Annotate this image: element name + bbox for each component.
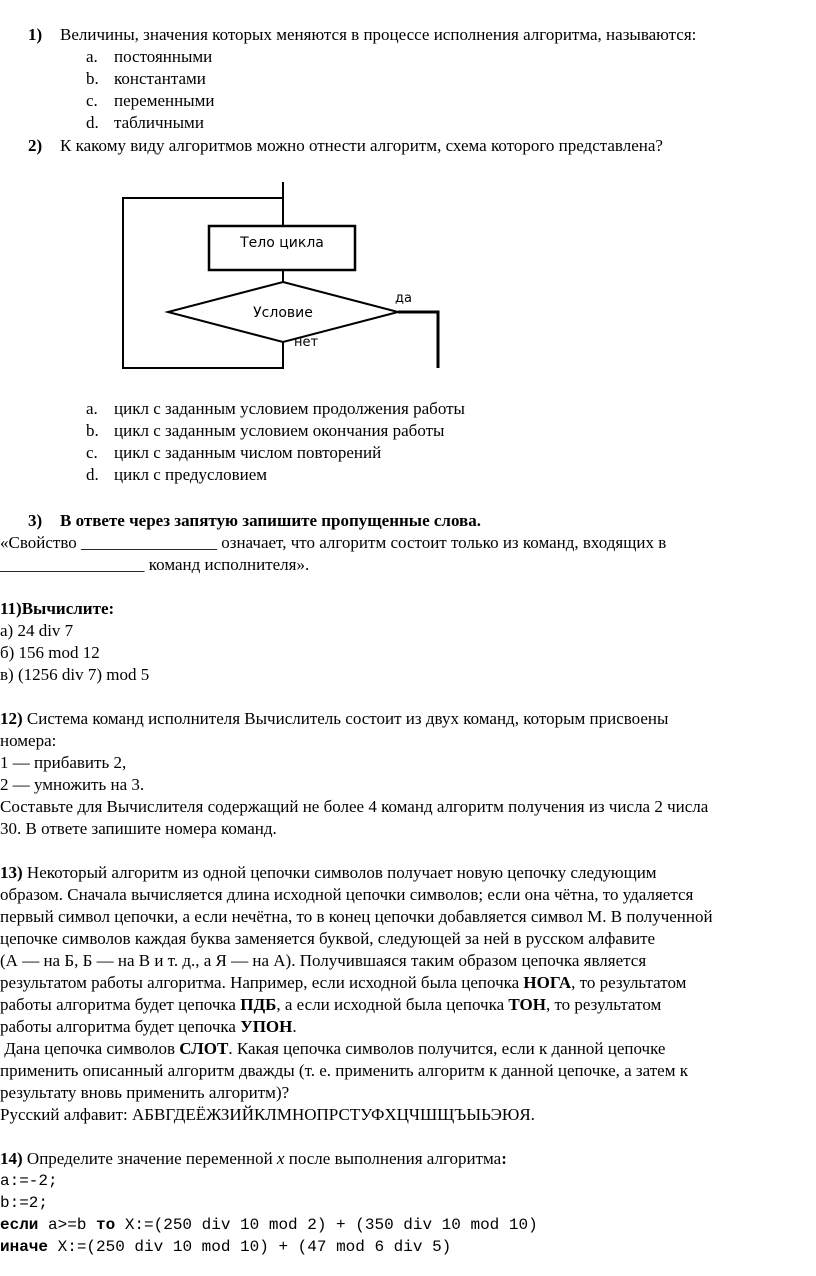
option-letter: d. (86, 113, 99, 132)
option-letter: d. (86, 465, 99, 484)
q1-option-a[interactable] (86, 46, 212, 68)
q13-line1 (0, 862, 657, 884)
keyword-else: иначе (0, 1238, 49, 1256)
text: работы алгоритма будет цепочка (0, 995, 241, 1014)
q3-number: 3) (28, 511, 43, 530)
q13-line6 (0, 972, 686, 994)
text: . (292, 1017, 297, 1036)
code-else: X:=(250 div 10 mod 10) + (47 mod 6 div 5) (48, 1238, 452, 1256)
q13-line4: цепочке символов каждая буква заменяется буквой, следующей за ней в русском алфавите (0, 929, 656, 948)
loop-flowchart (0, 170, 816, 410)
q2-option-b[interactable] (86, 420, 444, 442)
keyword-then: то (96, 1216, 116, 1234)
q12-line4: 2 — умножить на 3. (0, 775, 145, 794)
code-line-3 (0, 1214, 538, 1236)
q13-line8 (0, 1016, 297, 1038)
word-ton: ТОН (508, 995, 546, 1014)
q14-title (0, 1148, 507, 1170)
code-line-4 (0, 1236, 451, 1258)
q2-option-c[interactable] (86, 442, 381, 464)
q13-line2: образом. Сначала вычисляется длина исходной цепочки символов; если она чётна, то удаляется (0, 885, 694, 904)
option-letter: c. (86, 91, 98, 110)
option-text: табличными (114, 113, 204, 132)
q12-line1 (0, 708, 668, 730)
option-letter: a. (86, 399, 98, 418)
word-upon: УПОН (240, 1017, 293, 1036)
text: , то результатом (571, 973, 687, 992)
text: результатом работы алгоритма. Например, если исходной была цепочка (0, 973, 524, 992)
option-text: цикл с заданным числом повторений (114, 443, 382, 462)
q13-line11: результату вновь применить алгоритм)? (0, 1083, 290, 1102)
q13-line1-text: Некоторый алгоритм из одной цепочки символов получает новую цепочку следующим (26, 863, 657, 882)
q13-line12: Русский алфавит: АБВГДЕЁЖЗИЙКЛМНОПРСТУФХЦЧШЩЪЫЬЭЮЯ. (0, 1105, 535, 1124)
text: работы алгоритма будет цепочка (0, 1017, 241, 1036)
q12-line6: 30. В ответе запишите номера команд. (0, 819, 277, 838)
option-text: цикл с предусловием (114, 465, 268, 484)
q11-item-a: а) 24 div 7 (0, 621, 74, 640)
word-pdb: ПДБ (240, 995, 277, 1014)
q2-text: К какому виду алгоритмов можно отнести алгоритм, схема которого представлена? (60, 136, 663, 155)
q14-number: 14) (0, 1149, 23, 1168)
option-text: постоянными (114, 47, 213, 66)
q1-number: 1) (28, 25, 43, 44)
text: . Какая цепочка символов получится, если к данной цепочке (228, 1039, 666, 1058)
q1-option-c[interactable] (86, 90, 214, 112)
q2-option-a[interactable] (86, 398, 465, 420)
option-letter: b. (86, 69, 99, 88)
option-text: константами (114, 69, 206, 88)
flow-exit-line (398, 312, 438, 368)
text: Определите значение переменной (26, 1149, 277, 1168)
condition-label: Условие (253, 305, 313, 321)
q13-line7 (0, 994, 661, 1016)
q12-line3: 1 — прибавить 2, (0, 753, 127, 772)
option-letter: b. (86, 421, 99, 440)
q13-line3: первый символ цепочки, а если нечётна, то в конец цепочки добавляется символ М. В полученной (0, 907, 713, 926)
q12-line5: Составьте для Вычислителя содержащий не более 4 команд алгоритм получения из числа 2 числа (0, 797, 709, 816)
option-text: цикл с заданным условием продолжения работы (114, 399, 465, 418)
q13-number: 13) (0, 863, 23, 882)
q3-line1: «Свойство ________________ означает, что алгоритм состоит только из команд, входящих в (0, 533, 667, 552)
q1-option-d[interactable] (86, 112, 204, 134)
code-cond: a>=b (38, 1216, 97, 1234)
q12-line1-text: Система команд исполнителя Вычислитель состоит из двух команд, которым присвоены (26, 709, 669, 728)
q13-line9 (0, 1038, 665, 1060)
body-label: Тело цикла (240, 235, 324, 251)
var-x: x (276, 1149, 285, 1168)
yes-label: да (395, 291, 412, 306)
q13-line10: применить описанный алгоритм дважды (т. е. применить алгоритм к данной цепочке, а затем к (0, 1061, 688, 1080)
text: Дана цепочка символов (0, 1039, 180, 1058)
q12-line2: номера: (0, 731, 57, 750)
no-label: нет (294, 335, 319, 350)
q1-text: Величины, значения которых меняются в процессе исполнения алгоритма, называются: (60, 25, 697, 44)
word-noga: НОГА (523, 973, 572, 992)
q13-line5: (А — на Б, Б — на В и т. д., а Я — на А). Получившаяся таким образом цепочка является (0, 951, 647, 970)
option-letter: c. (86, 443, 98, 462)
q2-option-d[interactable] (86, 464, 267, 486)
text: , то результатом (545, 995, 662, 1014)
text: после выполнения алгоритма (284, 1149, 502, 1168)
q11-item-b: б) 156 mod 12 (0, 643, 100, 662)
q11-title: 11)Вычислите: (0, 599, 115, 618)
text: , а если исходной была цепочка (276, 995, 509, 1014)
q2-number: 2) (28, 136, 43, 155)
keyword-if: если (0, 1216, 39, 1234)
q3-title: В ответе через запятую запишите пропущенные слова. (60, 511, 481, 530)
option-text: цикл с заданным условием окончания работы (114, 421, 445, 440)
word-slot: СЛОТ (179, 1039, 229, 1058)
code-line-2: b:=2; (0, 1194, 49, 1212)
colon: : (501, 1149, 507, 1168)
code-line-1: a:=-2; (0, 1172, 58, 1190)
option-letter: a. (86, 47, 98, 66)
q3-line2: _________________ команд исполнителя». (0, 555, 310, 574)
q12-number: 12) (0, 709, 23, 728)
flow-loop-back-line (123, 198, 283, 368)
option-text: переменными (114, 91, 215, 110)
q1-option-b[interactable] (86, 68, 206, 90)
code-then: X:=(250 div 10 mod 2) + (350 div 10 mod 10) (115, 1216, 538, 1234)
q11-item-c: в) (1256 div 7) mod 5 (0, 665, 150, 684)
